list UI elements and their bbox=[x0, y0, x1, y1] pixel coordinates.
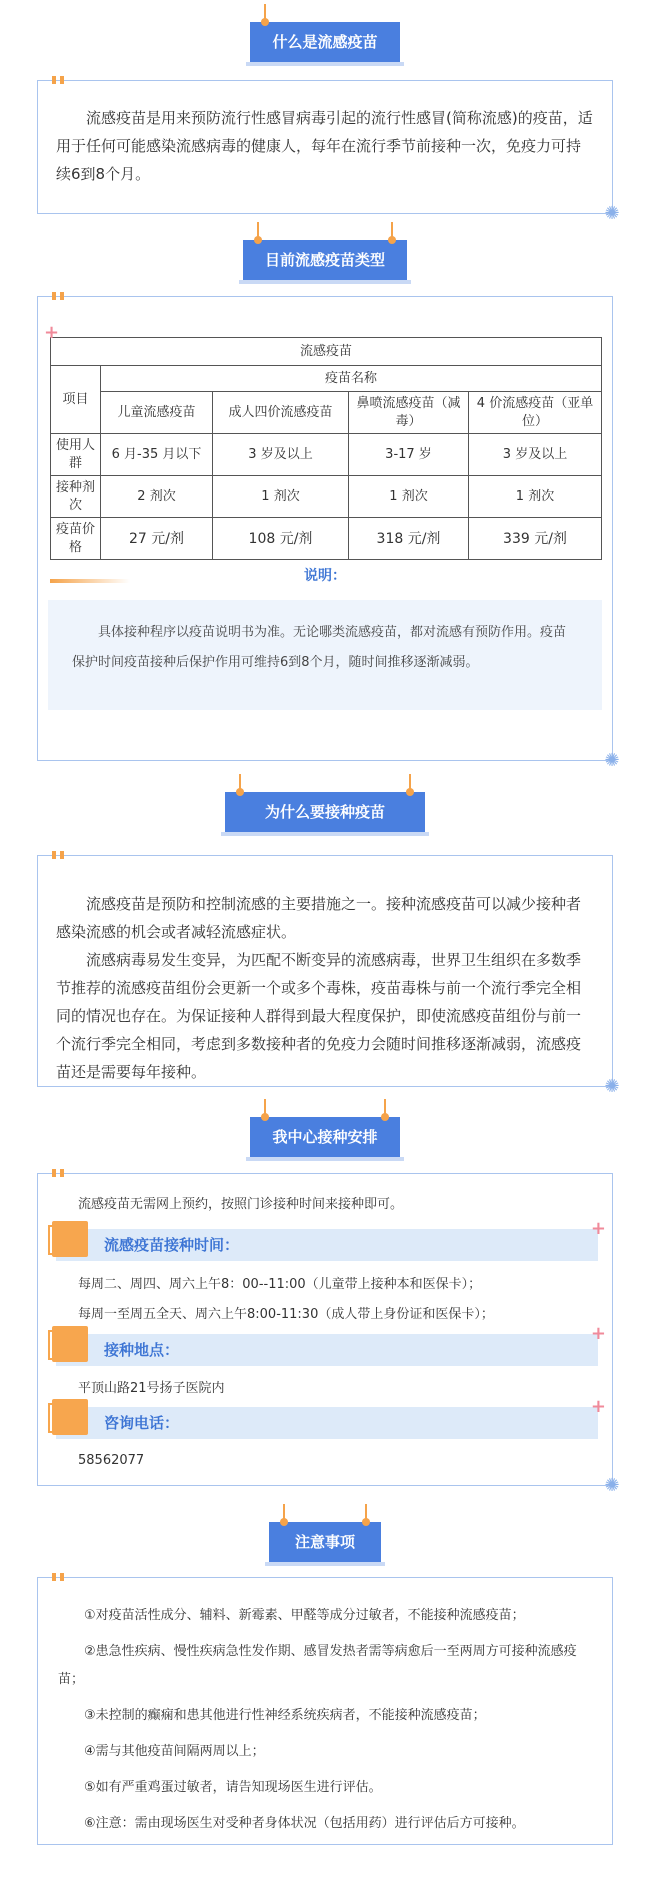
snowflake-icon: ✺ bbox=[604, 203, 620, 224]
paragraph: 流感病毒易发生变异，为匹配不断变异的流感病毒，世界卫生组织在多数季节推荐的流感疫苗组份会更新一个或多个毒株，疫苗毒株与前一个流行季完全相同的情况也存在。为保证接种人群得到最大程度保护，即使流感疫苗组份与前一个流行季完全相同，考虑到多数接种者的免疫力会随时间推移逐渐减弱，流感疫苗还是需要每年接种。 bbox=[56, 951, 582, 1081]
plus-icon: + bbox=[44, 322, 60, 343]
table-caption: 流感疫苗 bbox=[51, 338, 602, 366]
time-line: 每周一至周五全天、周六上午8:00-11:30（成人带上身份证和医保卡）； bbox=[78, 1307, 494, 1322]
note-item: ④需与其他疫苗间隔两周以上； bbox=[84, 1744, 265, 1759]
tag-icon bbox=[52, 1221, 88, 1257]
place-heading: 接种地点： bbox=[56, 1334, 598, 1366]
snowflake-icon: ✺ bbox=[604, 1475, 620, 1496]
table-cell: 27 元/剂 bbox=[101, 518, 213, 560]
phone-text: 58562077 bbox=[78, 1453, 145, 1468]
section-title: 注意事项 bbox=[269, 1522, 381, 1562]
section-title: 我中心接种安排 bbox=[250, 1117, 399, 1157]
row-label: 疫苗价格 bbox=[51, 518, 101, 560]
vaccine-table bbox=[50, 337, 602, 560]
pin-icon bbox=[260, 1099, 270, 1121]
note-item: ①对疫苗活性成分、辅料、新霉素、甲醛等成分过敏者，不能接种流感疫苗； bbox=[84, 1608, 525, 1623]
section-title: 为什么要接种疫苗 bbox=[225, 792, 425, 832]
dash-icon bbox=[52, 1573, 70, 1581]
pin-icon bbox=[405, 774, 415, 796]
table-header-cell: 鼻喷流感疫苗（减毒） bbox=[349, 392, 469, 434]
table-header-name: 疫苗名称 bbox=[101, 366, 602, 392]
row-label: 使用人群 bbox=[51, 434, 101, 476]
note-box: 具体接种程序以疫苗说明书为准。无论哪类流感疫苗，都对流感有预防作用。疫苗保护时间疫苗接种后保护作用可维持6到8个月，随时间推移逐渐减弱。 bbox=[48, 600, 602, 710]
plus-icon: + bbox=[590, 1218, 606, 1239]
note-item: ②患急性疾病、慢性疾病急性发作期、感冒发热者需等病愈后一至两周方可接种流感疫苗； bbox=[58, 1644, 577, 1687]
table-cell: 318 元/剂 bbox=[349, 518, 469, 560]
phone-heading: 咨询电话： bbox=[56, 1407, 598, 1439]
note-item: ⑥注意：需由现场医生对受种者身体状况（包括用药）进行评估后方可接种。 bbox=[84, 1816, 525, 1831]
table-cell: 1 剂次 bbox=[349, 476, 469, 518]
section-header-what-is bbox=[0, 22, 650, 62]
place-text: 平顶山路21号扬子医院内 bbox=[78, 1381, 225, 1396]
pin-icon bbox=[253, 222, 263, 244]
section-title: 目前流感疫苗类型 bbox=[243, 240, 407, 280]
table-row bbox=[51, 476, 602, 518]
dash-icon bbox=[52, 292, 70, 300]
pin-icon bbox=[361, 1504, 371, 1526]
note-title: 说明： bbox=[304, 568, 346, 584]
dash-icon bbox=[52, 1169, 70, 1177]
section-header-schedule bbox=[0, 1117, 650, 1157]
pin-icon bbox=[235, 774, 245, 796]
tag-icon bbox=[52, 1326, 88, 1362]
table-cell: 108 元/剂 bbox=[213, 518, 349, 560]
row-label: 接种剂次 bbox=[51, 476, 101, 518]
snowflake-icon: ✺ bbox=[604, 750, 620, 771]
time-line: 每周二、周四、周六上午8：00--11:00（儿童带上接种本和医保卡）； bbox=[78, 1277, 482, 1292]
dash-icon bbox=[52, 76, 70, 84]
note-item: ⑤如有严重鸡蛋过敏者，请告知现场医生进行评估。 bbox=[84, 1780, 382, 1795]
plus-icon: + bbox=[590, 1396, 606, 1417]
card-schedule bbox=[37, 1173, 620, 1496]
card-why bbox=[37, 855, 620, 1097]
table-cell: 6 月-35 月以下 bbox=[101, 434, 213, 476]
paragraph: 流感疫苗是预防和控制流感的主要措施之一。接种流感疫苗可以减少接种者感染流感的机会或者减轻流感症状。 bbox=[56, 895, 582, 941]
paragraph: 流感疫苗是用来预防流行性感冒病毒引起的流行性感冒(简称流感)的疫苗，适用于任何可能感染流感病毒的健康人，每年在流行季节前接种一次，免疫力可持续6到8个月。 bbox=[56, 109, 593, 183]
table-cell: 3 岁及以上 bbox=[469, 434, 602, 476]
pin-icon bbox=[260, 4, 270, 26]
intro-text: 流感疫苗无需网上预约，按照门诊接种时间来接种即可。 bbox=[78, 1197, 404, 1212]
table-cell: 2 剂次 bbox=[101, 476, 213, 518]
table-cell: 1 剂次 bbox=[469, 476, 602, 518]
section-header-why bbox=[0, 792, 650, 832]
table-header-cell: 儿童流感疫苗 bbox=[101, 392, 213, 434]
table-header-cell: 4 价流感疫苗（亚单位） bbox=[469, 392, 602, 434]
time-heading: 流感疫苗接种时间： bbox=[56, 1229, 598, 1261]
table-cell: 3 岁及以上 bbox=[213, 434, 349, 476]
pin-icon bbox=[279, 1504, 289, 1526]
card-what-is bbox=[37, 80, 620, 224]
plus-icon: + bbox=[590, 1323, 606, 1344]
section-header-types bbox=[0, 240, 650, 280]
section-header-notes bbox=[0, 1522, 650, 1562]
table-row bbox=[51, 518, 602, 560]
table-header-project: 项目 bbox=[51, 366, 101, 434]
table-cell: 3-17 岁 bbox=[349, 434, 469, 476]
note-item: ③未控制的癫痫和患其他进行性神经系统疾病者，不能接种流感疫苗； bbox=[84, 1708, 486, 1723]
snowflake-icon: ✺ bbox=[604, 1076, 620, 1097]
note-title-row bbox=[38, 560, 612, 592]
card-types bbox=[37, 296, 620, 771]
table-header-cell: 成人四价流感疫苗 bbox=[213, 392, 349, 434]
pin-icon bbox=[380, 1099, 390, 1121]
table-cell: 1 剂次 bbox=[213, 476, 349, 518]
card-notes bbox=[37, 1577, 613, 1845]
pin-icon bbox=[387, 222, 397, 244]
table-row bbox=[51, 434, 602, 476]
dash-icon bbox=[52, 851, 70, 859]
tag-icon bbox=[52, 1399, 88, 1435]
section-title: 什么是流感疫苗 bbox=[250, 22, 399, 62]
table-cell: 339 元/剂 bbox=[469, 518, 602, 560]
